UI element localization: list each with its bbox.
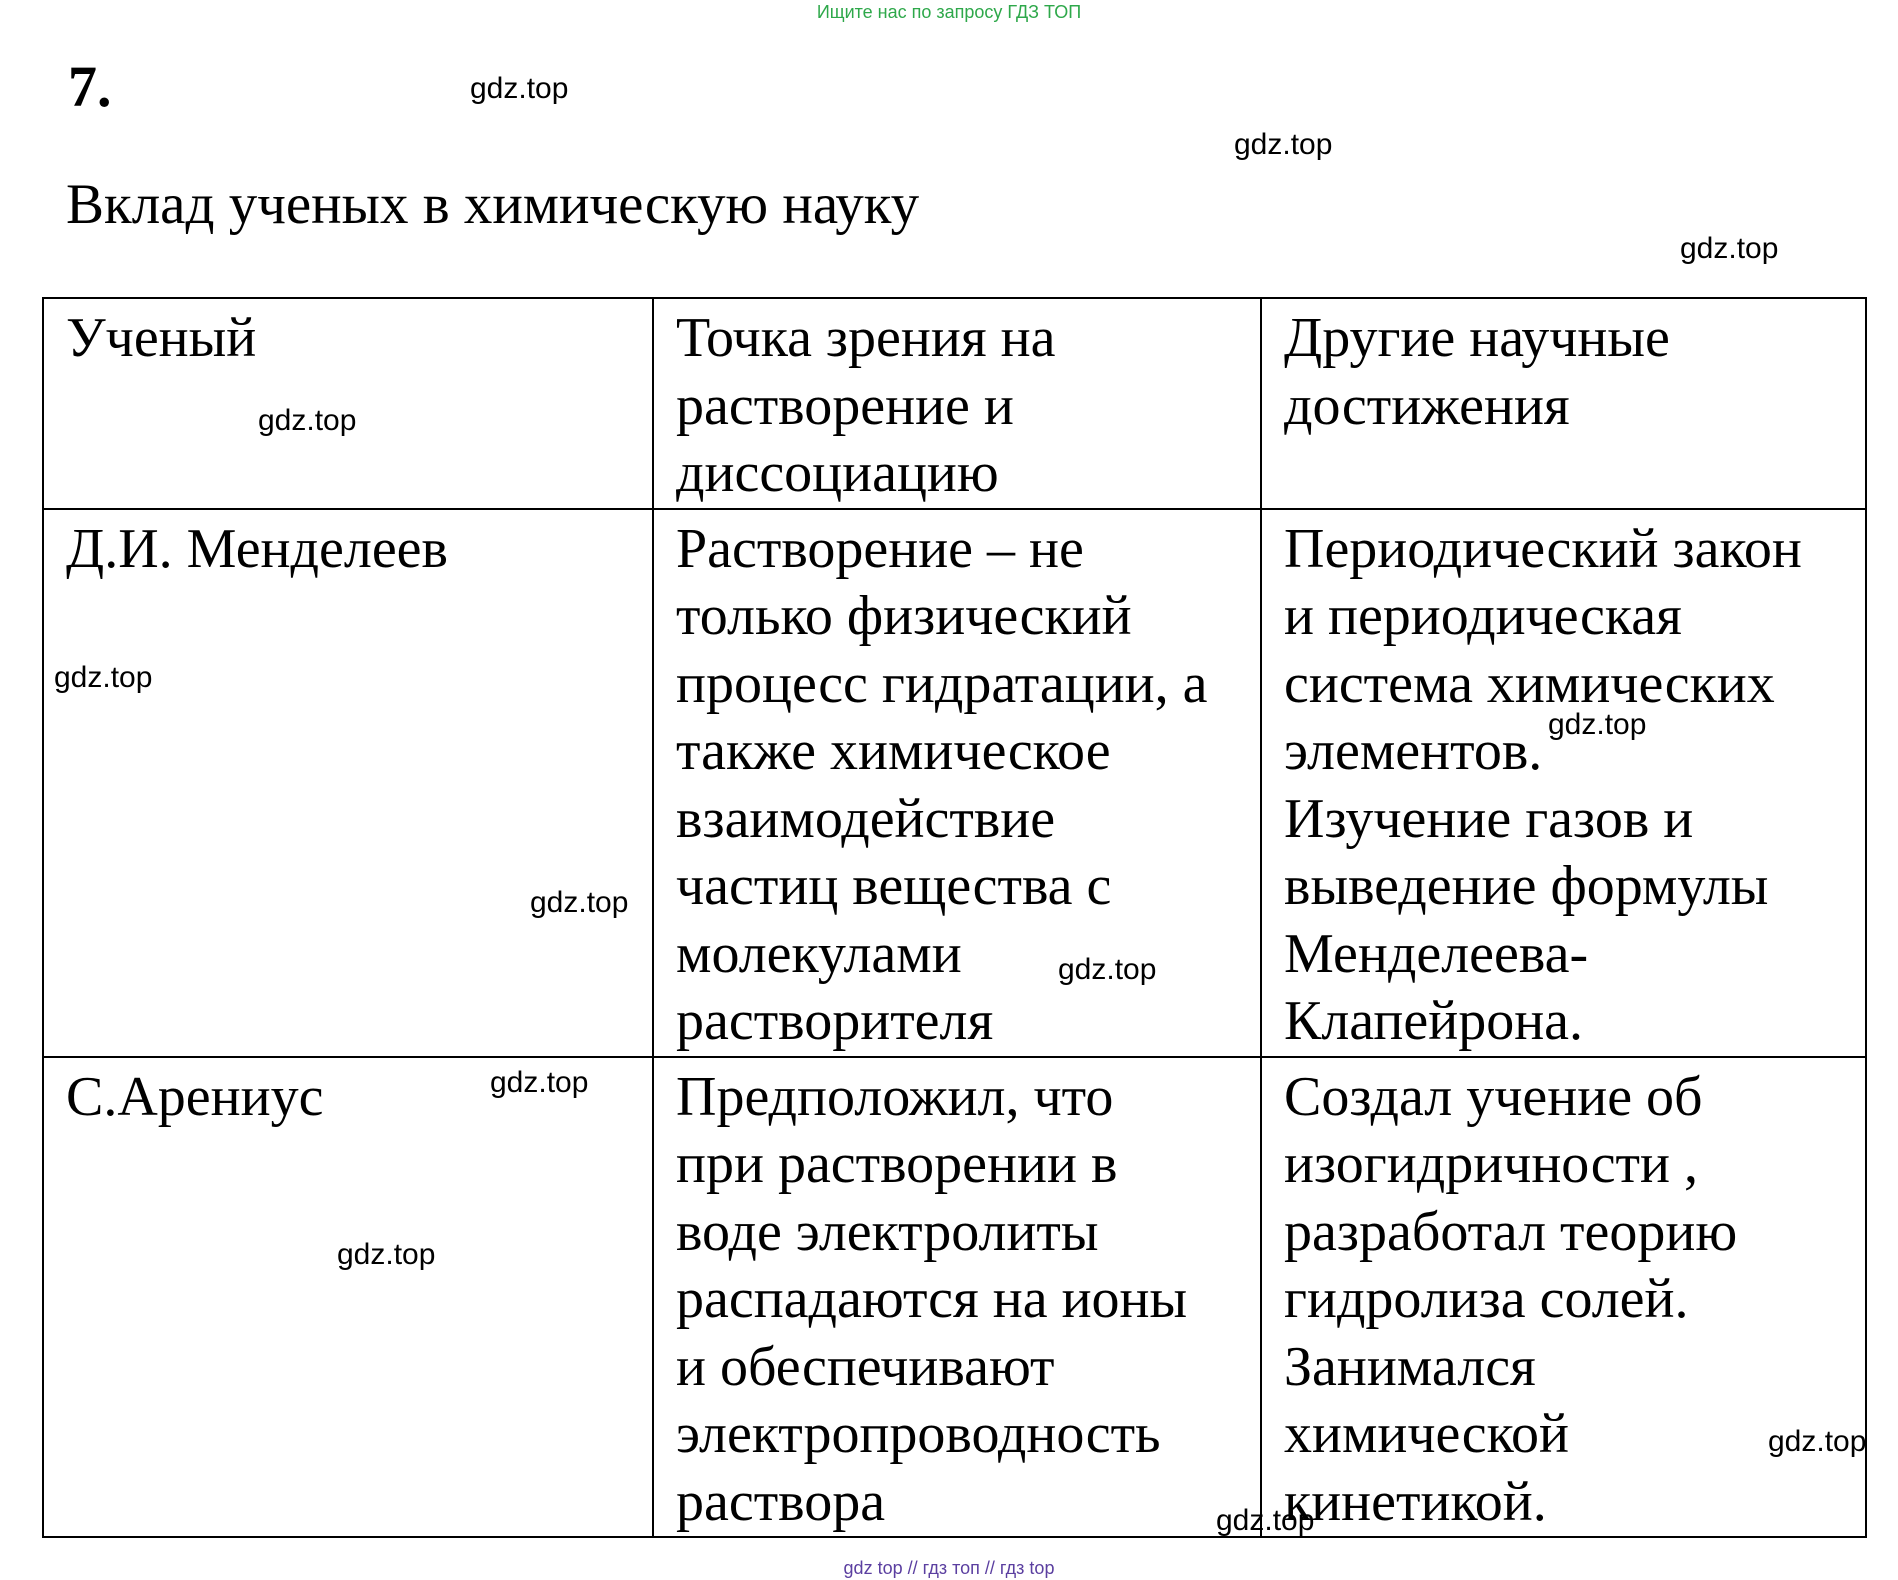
table-row (43, 509, 1866, 1057)
watermark: gdz.top (1058, 953, 1157, 986)
watermark: gdz.top (1548, 708, 1647, 741)
scientist-name-cell: Д.И. Менделеев (43, 509, 653, 1057)
task-number: 7. (68, 54, 112, 119)
top-banner: Ищите нас по запросу ГДЗ ТОП (816, 2, 1082, 22)
viewpoint-cell: Предположил, что при растворении в воде электролиты распадаются на ионы и обеспечивают электропроводность раствора (653, 1057, 1261, 1538)
footer-links: gdz top // гдз топ // гдз top (843, 1558, 1055, 1578)
watermark: gdz.top (54, 661, 153, 694)
achievements-cell: Создал учение об изогидричности , разработал теорию гидролиза солей. Занимался химической кинетикой. (1261, 1057, 1866, 1538)
watermark: gdz.top (1234, 128, 1333, 161)
table-row (43, 1057, 1866, 1538)
scientists-table (42, 297, 1867, 1538)
watermark: gdz.top (1216, 1504, 1315, 1537)
watermark: gdz.top (470, 72, 569, 105)
scientist-name-cell: С.Арениус (43, 1057, 653, 1538)
watermark: gdz.top (1680, 232, 1779, 265)
header-cell-scientist: Ученый (43, 298, 653, 509)
header-cell-viewpoint: Точка зрения на растворение и диссоциацию (653, 298, 1261, 509)
watermark: gdz.top (258, 404, 357, 437)
achievements-cell: Периодический закон и периодическая система химических элементов. Изучение газов и выведение формулы Менделеева- Клапейрона. (1261, 509, 1866, 1057)
header-cell-achievements: Другие научные достижения (1261, 298, 1866, 509)
watermark: gdz.top (490, 1066, 589, 1099)
watermark: gdz.top (337, 1238, 436, 1271)
viewpoint-cell: Растворение – не только физический процесс гидратации, а также химическое взаимодействие частиц вещества с молекулами растворителя (653, 509, 1261, 1057)
watermark: gdz.top (530, 886, 629, 919)
watermark: gdz.top (1768, 1425, 1867, 1458)
document-title: Вклад ученых в химическую науку (66, 173, 920, 236)
